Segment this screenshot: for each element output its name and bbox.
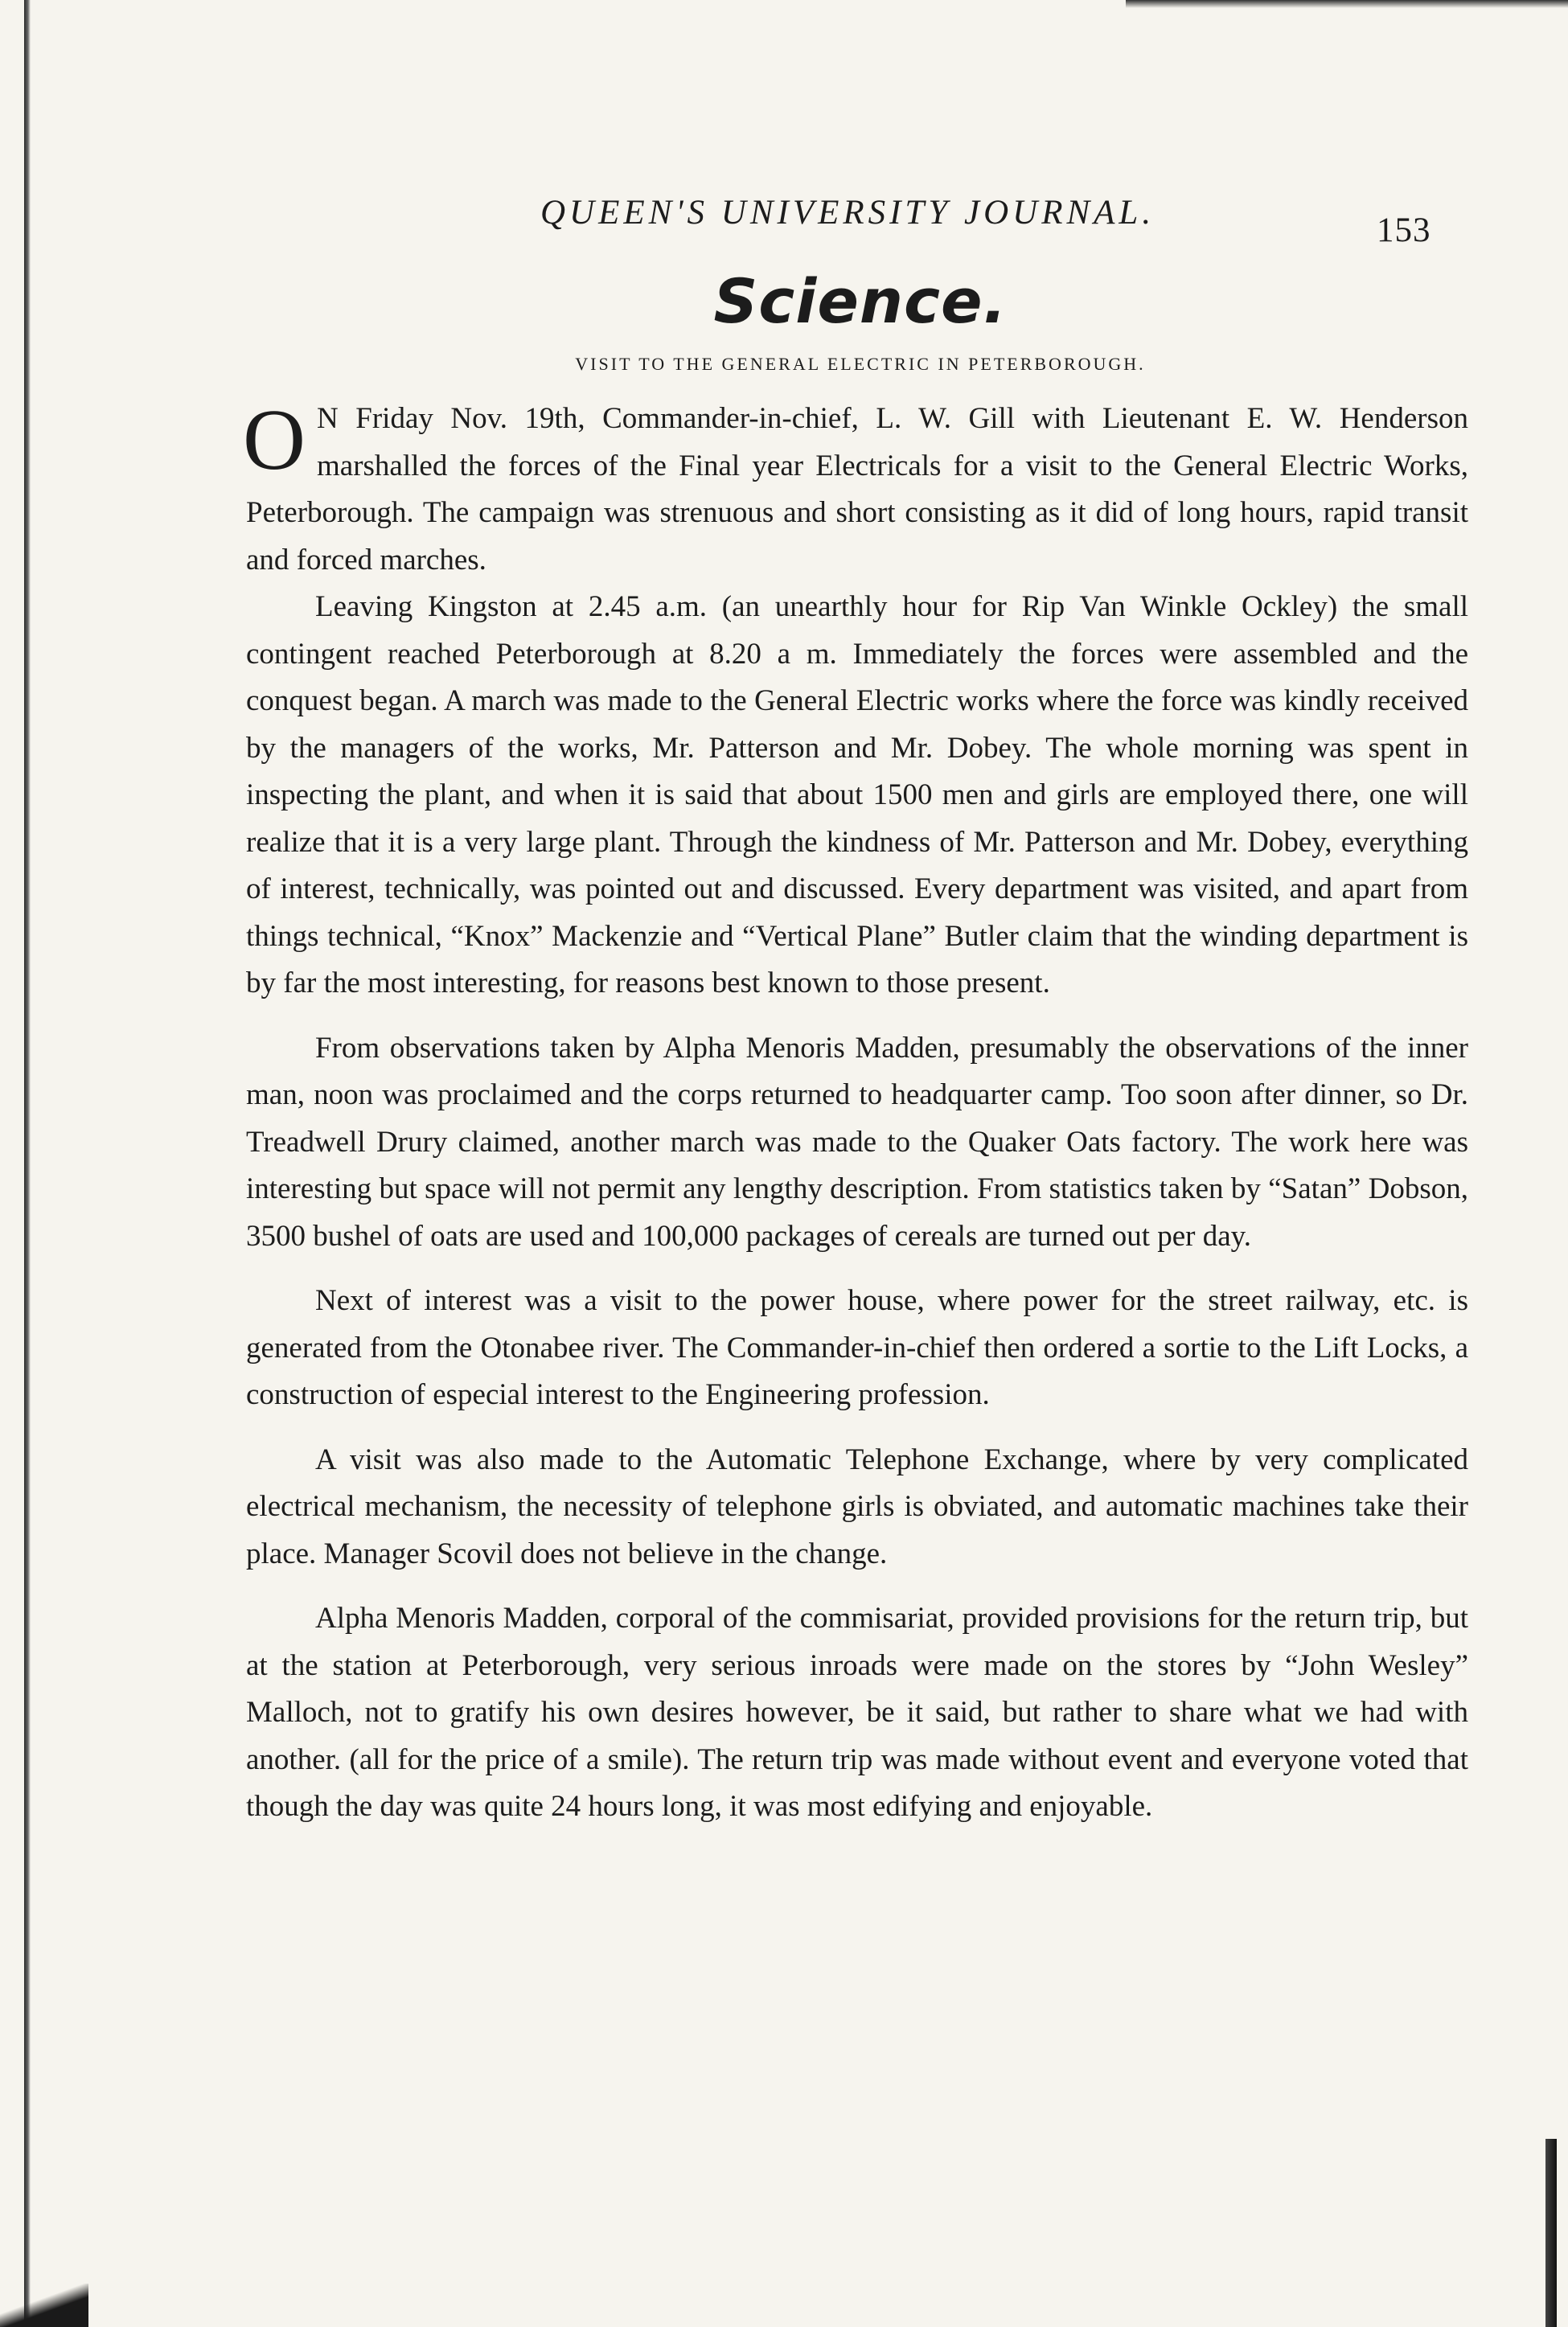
paragraph-1-text: Friday Nov. 19th, Commander-in-chief, L. W. Gill with Lieutenant E. W. Henderson marshalled the forces of the Final year Electricals for a visit to the General Electric Works, Peterborough. The campaign was strenuous and short consisting as it did of long hours, rapid transit and forced marches. [246, 402, 1468, 577]
running-title: QUEEN'S UNIVERSITY JOURNAL. [540, 194, 1155, 232]
scan-edge-left [24, 0, 31, 2327]
page-number: 153 [1377, 211, 1431, 249]
drop-cap: O [243, 392, 306, 488]
article-paragraph-2: Leaving Kingston at 2.45 a.m. (an unearthly hour for Rip Van Winkle Ockley) the small contingent reached Peterborough at 8.20 a m. Immediately the forces were assembled and the conquest began. A march was made to the General Electric works where the force was kindly received by the managers of the works, Mr. Patterson and Mr. Dobey. The whole morning was spent in inspecting the plant, and when it is said that about 1500 men and girls are employed there, one will realize that it is a very large plant. Through the kindness of Mr. Patterson and Mr. Dobey, everything of interest, technically, was pointed out and discussed. Every department was visited, and apart from things technical, “Knox” Mackenzie and “Vertical Plane” Butler claim that the winding department is by far the most interesting, for reasons best known to those present. [246, 590, 1468, 999]
article-paragraph-3: From observations taken by Alpha Menoris Madden, presumably the observations of the inner man, noon was proclaimed and the corps returned to headquarter camp. Too soon after dinner, so Dr. Treadwell Drury claimed, another march was made to the Quaker Oats factory. The work here was interesting but space will not permit any lengthy description. From statistics taken by “Satan” Dobson, 3500 bushel of oats are used and 100,000 packages of cereals are turned out per day. [246, 1031, 1468, 1253]
running-head [0, 193, 1568, 249]
article-paragraph-5: A visit was also made to the Automatic Telephone Exchange, where by very complicated electrical mechanism, the necessity of telephone girls is obviated, and automatic machines take their place. Manager Scovil does not believe in the change. [246, 1443, 1468, 1570]
article-body [243, 392, 1468, 1831]
section-title: Science. [713, 265, 1008, 337]
scan-corner-bottom-left [0, 2284, 88, 2327]
scan-edge-top [1126, 0, 1568, 8]
article-paragraph-4: Next of interest was a visit to the power house, where power for the street railway, etc. is generated from the Otonabee river. The Commander-in-chief then ordered a sortie to the Lift Locks, a construction of especial interest to the Engineering profession. [246, 1284, 1468, 1411]
article-subtitle: VISIT TO THE GENERAL ELECTRIC IN PETERBOROUGH. [575, 354, 1146, 374]
first-word-rest: N [317, 402, 339, 435]
article-paragraph-1 [243, 392, 1468, 584]
scan-edge-right [1545, 2139, 1557, 2327]
article-paragraph-6: Alpha Menoris Madden, corporal of the commisariat, provided provisions for the return trip, but at the station at Peterborough, very serious inroads were made on the stores by “John Wesley” Malloch, not to gratify his own desires however, be it said, but rather to share what we had with another. (all for the price of a smile). The return trip was made without event and everyone voted that though the day was quite 24 hours long, it was most edifying and enjoyable. [246, 1602, 1468, 1823]
